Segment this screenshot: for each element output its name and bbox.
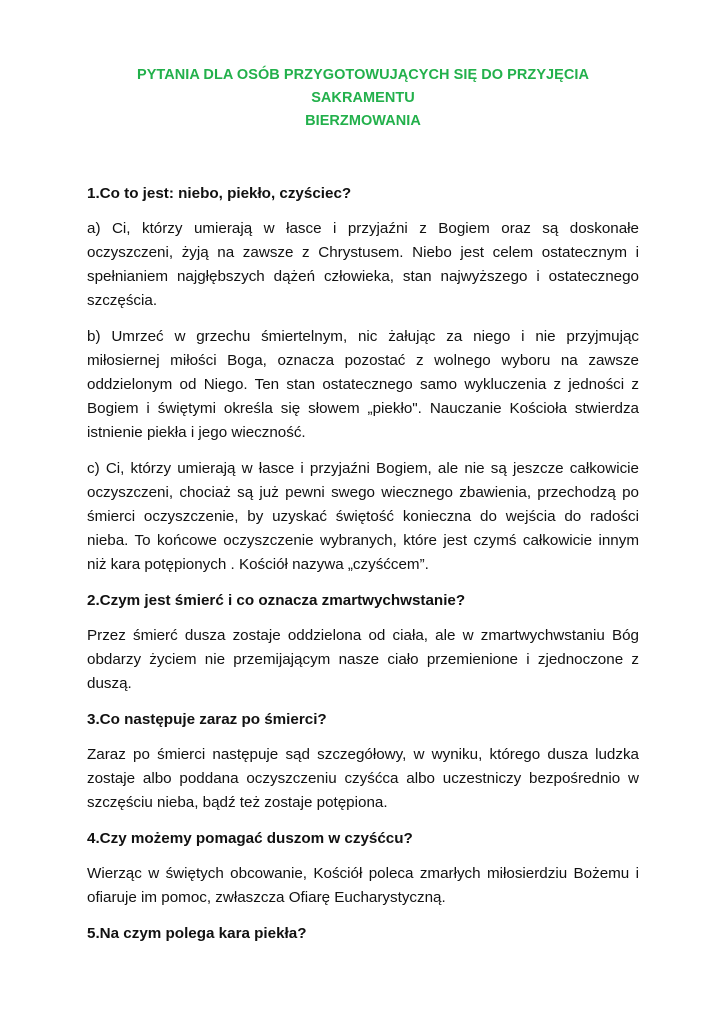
section-heading: 3.Co następuje zaraz po śmierci?: [87, 711, 327, 728]
section-heading: 5.Na czym polega kara piekła?: [87, 925, 307, 942]
section-3: [87, 708, 639, 815]
paragraph: Wierząc w świętych obcowanie, Kościół poleca zmarłych miłosierdziu Bożemu i ofiaruje im pomoc, zwłaszcza Ofiarę Eucharystyczną.: [87, 865, 639, 906]
section-2: [87, 589, 639, 696]
section-heading: 4.Czy możemy pomagać duszom w czyśćcu?: [87, 830, 413, 847]
section-4: [87, 827, 639, 910]
paragraph: b) Umrzeć w grzechu śmiertelnym, nic żałując za niego i nie przyjmując miłosiernej miłości Boga, oznacza pozostać z wolnego wyboru na zawsze oddzielonym od Niego. Ten stan ostatecznego samo wykluczenia z jedności z Bogiem i świętymi określa się słowem „piekło". Nauczanie Kościoła stwierdza istnienie piekła i jego wieczność.: [87, 328, 639, 441]
title-line-1: PYTANIA DLA OSÓB PRZYGOTOWUJĄCYCH SIĘ DO PRZYJĘCIA SAKRAMENTU: [136, 67, 590, 106]
paragraph: Zaraz po śmierci następuje sąd szczegółowy, w wyniku, którego dusza ludzka zostaje albo poddana oczyszczeniu czyśćca albo uczestniczy bezpośrednio w szczęściu nieba, bądź też zostaje potępiona.: [87, 746, 639, 811]
paragraph: Przez śmierć dusza zostaje oddzielona od ciała, ale w zmartwychwstaniu Bóg obdarzy życiem nie przemijającym nasze ciało przemienione i zjednoczone z duszą.: [87, 627, 639, 692]
document-title: [87, 64, 639, 133]
section-heading: 2.Czym jest śmierć i co oznacza zmartwychwstanie?: [87, 592, 466, 609]
paragraph: c) Ci, którzy umierają w łasce i przyjaźni Bogiem, ale nie są jeszcze całkowicie oczyszczeni, chociaż są już pewni swego wiecznego zbawienia, przechodzą po śmierci oczyszczenie, by uzyskać świętość konieczna do wejścia do radości nieba. To końcowe oczyszczenie wybranych, które jest czymś całkowicie innym niż kara potępionych . Kościół nazywa „czyśćcem”.: [87, 460, 639, 573]
title-line-2: BIERZMOWANIA: [305, 113, 421, 129]
section-heading: 1.Co to jest: niebo, piekło, czyściec?: [87, 185, 352, 202]
section-5: [87, 922, 639, 946]
section-1: [87, 182, 639, 577]
paragraph: a) Ci, którzy umierają w łasce i przyjaźni z Bogiem oraz są doskonałe oczyszczeni, żyją na zawsze z Chrystusem. Niebo jest celem ostatecznym i spełnianiem najgłębszych dążeń człowieka, stan najwyższego i ostatecznego szczęścia.: [87, 220, 639, 309]
